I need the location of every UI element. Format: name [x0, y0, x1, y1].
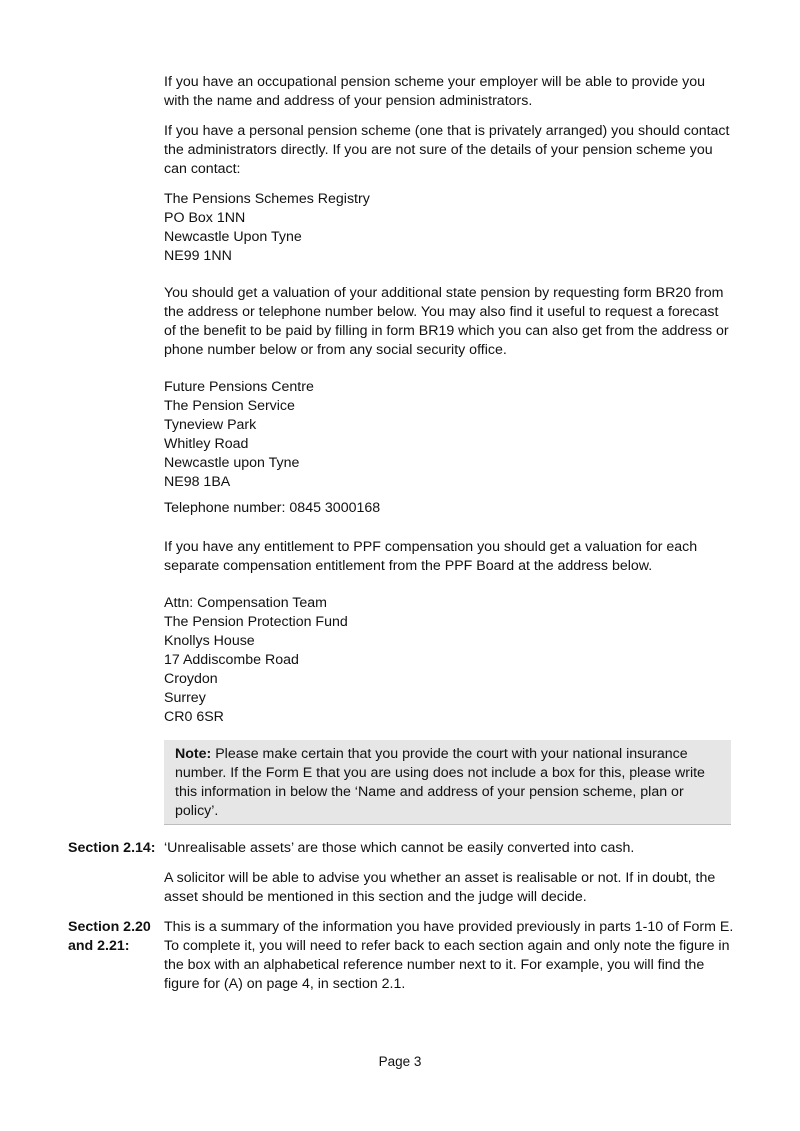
- address-pensions-registry: [164, 190, 734, 266]
- telephone-number: Telephone number: 0845 3000168: [164, 500, 381, 516]
- section-2-14-label: Section 2.14:: [68, 840, 156, 856]
- address-line: Croydon: [164, 671, 218, 687]
- section-2-20-label: [68, 918, 164, 956]
- address-line: Tyneview Park: [164, 417, 257, 433]
- address-line: Newcastle upon Tyne: [164, 455, 300, 471]
- section-2-14-advice: A solicitor will be able to advise you whether an asset is realisable or not. If in doubt, the asset should be mentioned in this section and the judge will decide.: [164, 870, 716, 905]
- address-line: Future Pensions Centre: [164, 379, 314, 395]
- ppf-paragraph: If you have any entitlement to PPF compensation you should get a valuation for each separate compensation entitlement from the PPF Board at the address below.: [164, 539, 698, 574]
- page-number: Page 3: [378, 1054, 422, 1069]
- address-future-pensions-centre: [164, 378, 734, 492]
- address-pension-protection-fund: [164, 594, 734, 727]
- section-label-line: Section 2.20: [68, 919, 151, 935]
- note-text: Please make certain that you provide the court with your national insurance number. If the Form E that you are using does not include a box for this, please write this information in below the ‘Name and address of your pension scheme, plan or policy’.: [175, 746, 705, 819]
- address-line: CR0 6SR: [164, 709, 224, 725]
- valuation-paragraph: You should get a valuation of your additional state pension by requesting form BR20 from the address or telephone number below. You may also find it useful to request a forecast of the benefit to be paid by filling in form BR19 which you can also get from the address or phone number below or from any social security office.: [164, 285, 729, 358]
- intro-paragraph-occupational: If you have an occupational pension scheme your employer will be able to provide you with the name and address of your pension administrators.: [164, 74, 706, 109]
- section-label-line: and 2.21:: [68, 938, 130, 954]
- address-line: Surrey: [164, 690, 206, 706]
- address-line: 17 Addiscombe Road: [164, 652, 299, 668]
- section-2-20-summary: This is a summary of the information you have provided previously in parts 1-10 of Form E. To complete it, you will need to refer back to each section again and only note the figure in the box with an alphabetical reference number next to it. For example, you will find the figure for (A) on page 4, in section 2.1.: [164, 919, 734, 992]
- address-line: Attn: Compensation Team: [164, 595, 327, 611]
- address-line: Whitley Road: [164, 436, 249, 452]
- address-line: NE98 1BA: [164, 474, 231, 490]
- address-line: PO Box 1NN: [164, 210, 246, 226]
- address-line: The Pension Service: [164, 398, 295, 414]
- address-line: Newcastle Upon Tyne: [164, 229, 302, 245]
- note-box: [164, 740, 731, 825]
- section-2-14-definition: ‘Unrealisable assets’ are those which cannot be easily converted into cash.: [164, 840, 635, 856]
- address-line: The Pension Protection Fund: [164, 614, 348, 630]
- note-label: Note:: [175, 746, 212, 762]
- address-line: NE99 1NN: [164, 248, 232, 264]
- intro-paragraph-personal: If you have a personal pension scheme (one that is privately arranged) you should contact the administrators directly. If you are not sure of the details of your pension scheme you can contact:: [164, 123, 730, 177]
- address-line: The Pensions Schemes Registry: [164, 191, 370, 207]
- address-line: Knollys House: [164, 633, 255, 649]
